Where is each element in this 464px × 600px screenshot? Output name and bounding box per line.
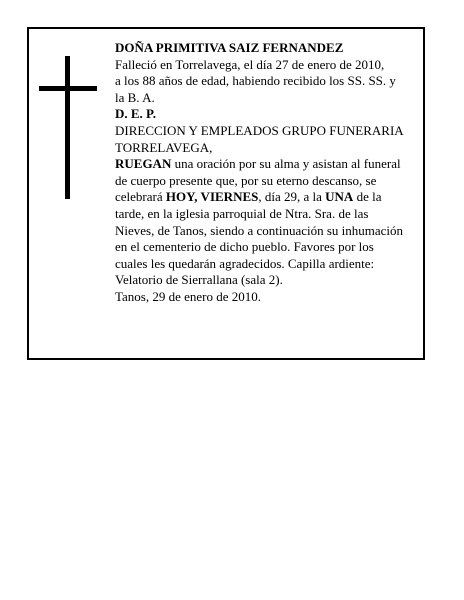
deceased-name: DOÑA PRIMITIVA SAIZ FERNANDEZ: [115, 40, 344, 55]
cuerpo-line: de cuerpo presente que, por su eterno descanso, se: [115, 172, 377, 188]
death-info-line-2: a los 88 años de edad, habiendo recibido los SS. SS. y: [115, 73, 396, 89]
dep-heading: D. E. P.: [115, 106, 157, 122]
death-info-line-3: la B. A.: [115, 89, 155, 105]
celebrara-mid: , día 29, a la: [258, 189, 326, 205]
ruegan-line: [115, 156, 420, 173]
cross-vertical-bar: [65, 56, 70, 199]
body-line-1: tarde, en la iglesia parroquial de Ntra. Sra. de las: [115, 205, 369, 221]
organization-line-1: DIRECCION Y EMPLEADOS GRUPO FUNERARIA: [115, 122, 404, 138]
ruegan-word: RUEGAN: [115, 156, 172, 172]
hoy-viernes: HOY, VIERNES: [165, 189, 259, 205]
body-line-5: Velatorio de Sierrallana (sala 2).: [115, 272, 283, 288]
celebrara-post: de la: [353, 189, 382, 205]
date-place-line: Tanos, 29 de enero de 2010.: [115, 288, 262, 304]
obituary-notice: [27, 27, 425, 360]
ruegan-rest: una oración por su alma y asistan al funeral: [171, 156, 401, 172]
body-line-3: en el cementerio de dicho pueblo. Favores por los: [115, 239, 374, 255]
body-line-4: cuales les quedarán agradecidos. Capilla ardiente:: [115, 255, 375, 271]
cross-horizontal-bar: [39, 86, 97, 91]
organization-line-2: TORRELAVEGA,: [115, 139, 213, 155]
notice-text: [115, 40, 420, 306]
celebrara-pre: celebrará: [115, 189, 166, 205]
body-line-2: Nieves, de Tanos, siendo a continuación su inhumación: [115, 222, 404, 238]
celebrara-line: [115, 189, 420, 206]
death-info-line-1: Falleció en Torrelavega, el día 27 de enero de 2010,: [115, 56, 385, 72]
cross-icon: [39, 56, 97, 199]
una-word: UNA: [325, 189, 354, 205]
